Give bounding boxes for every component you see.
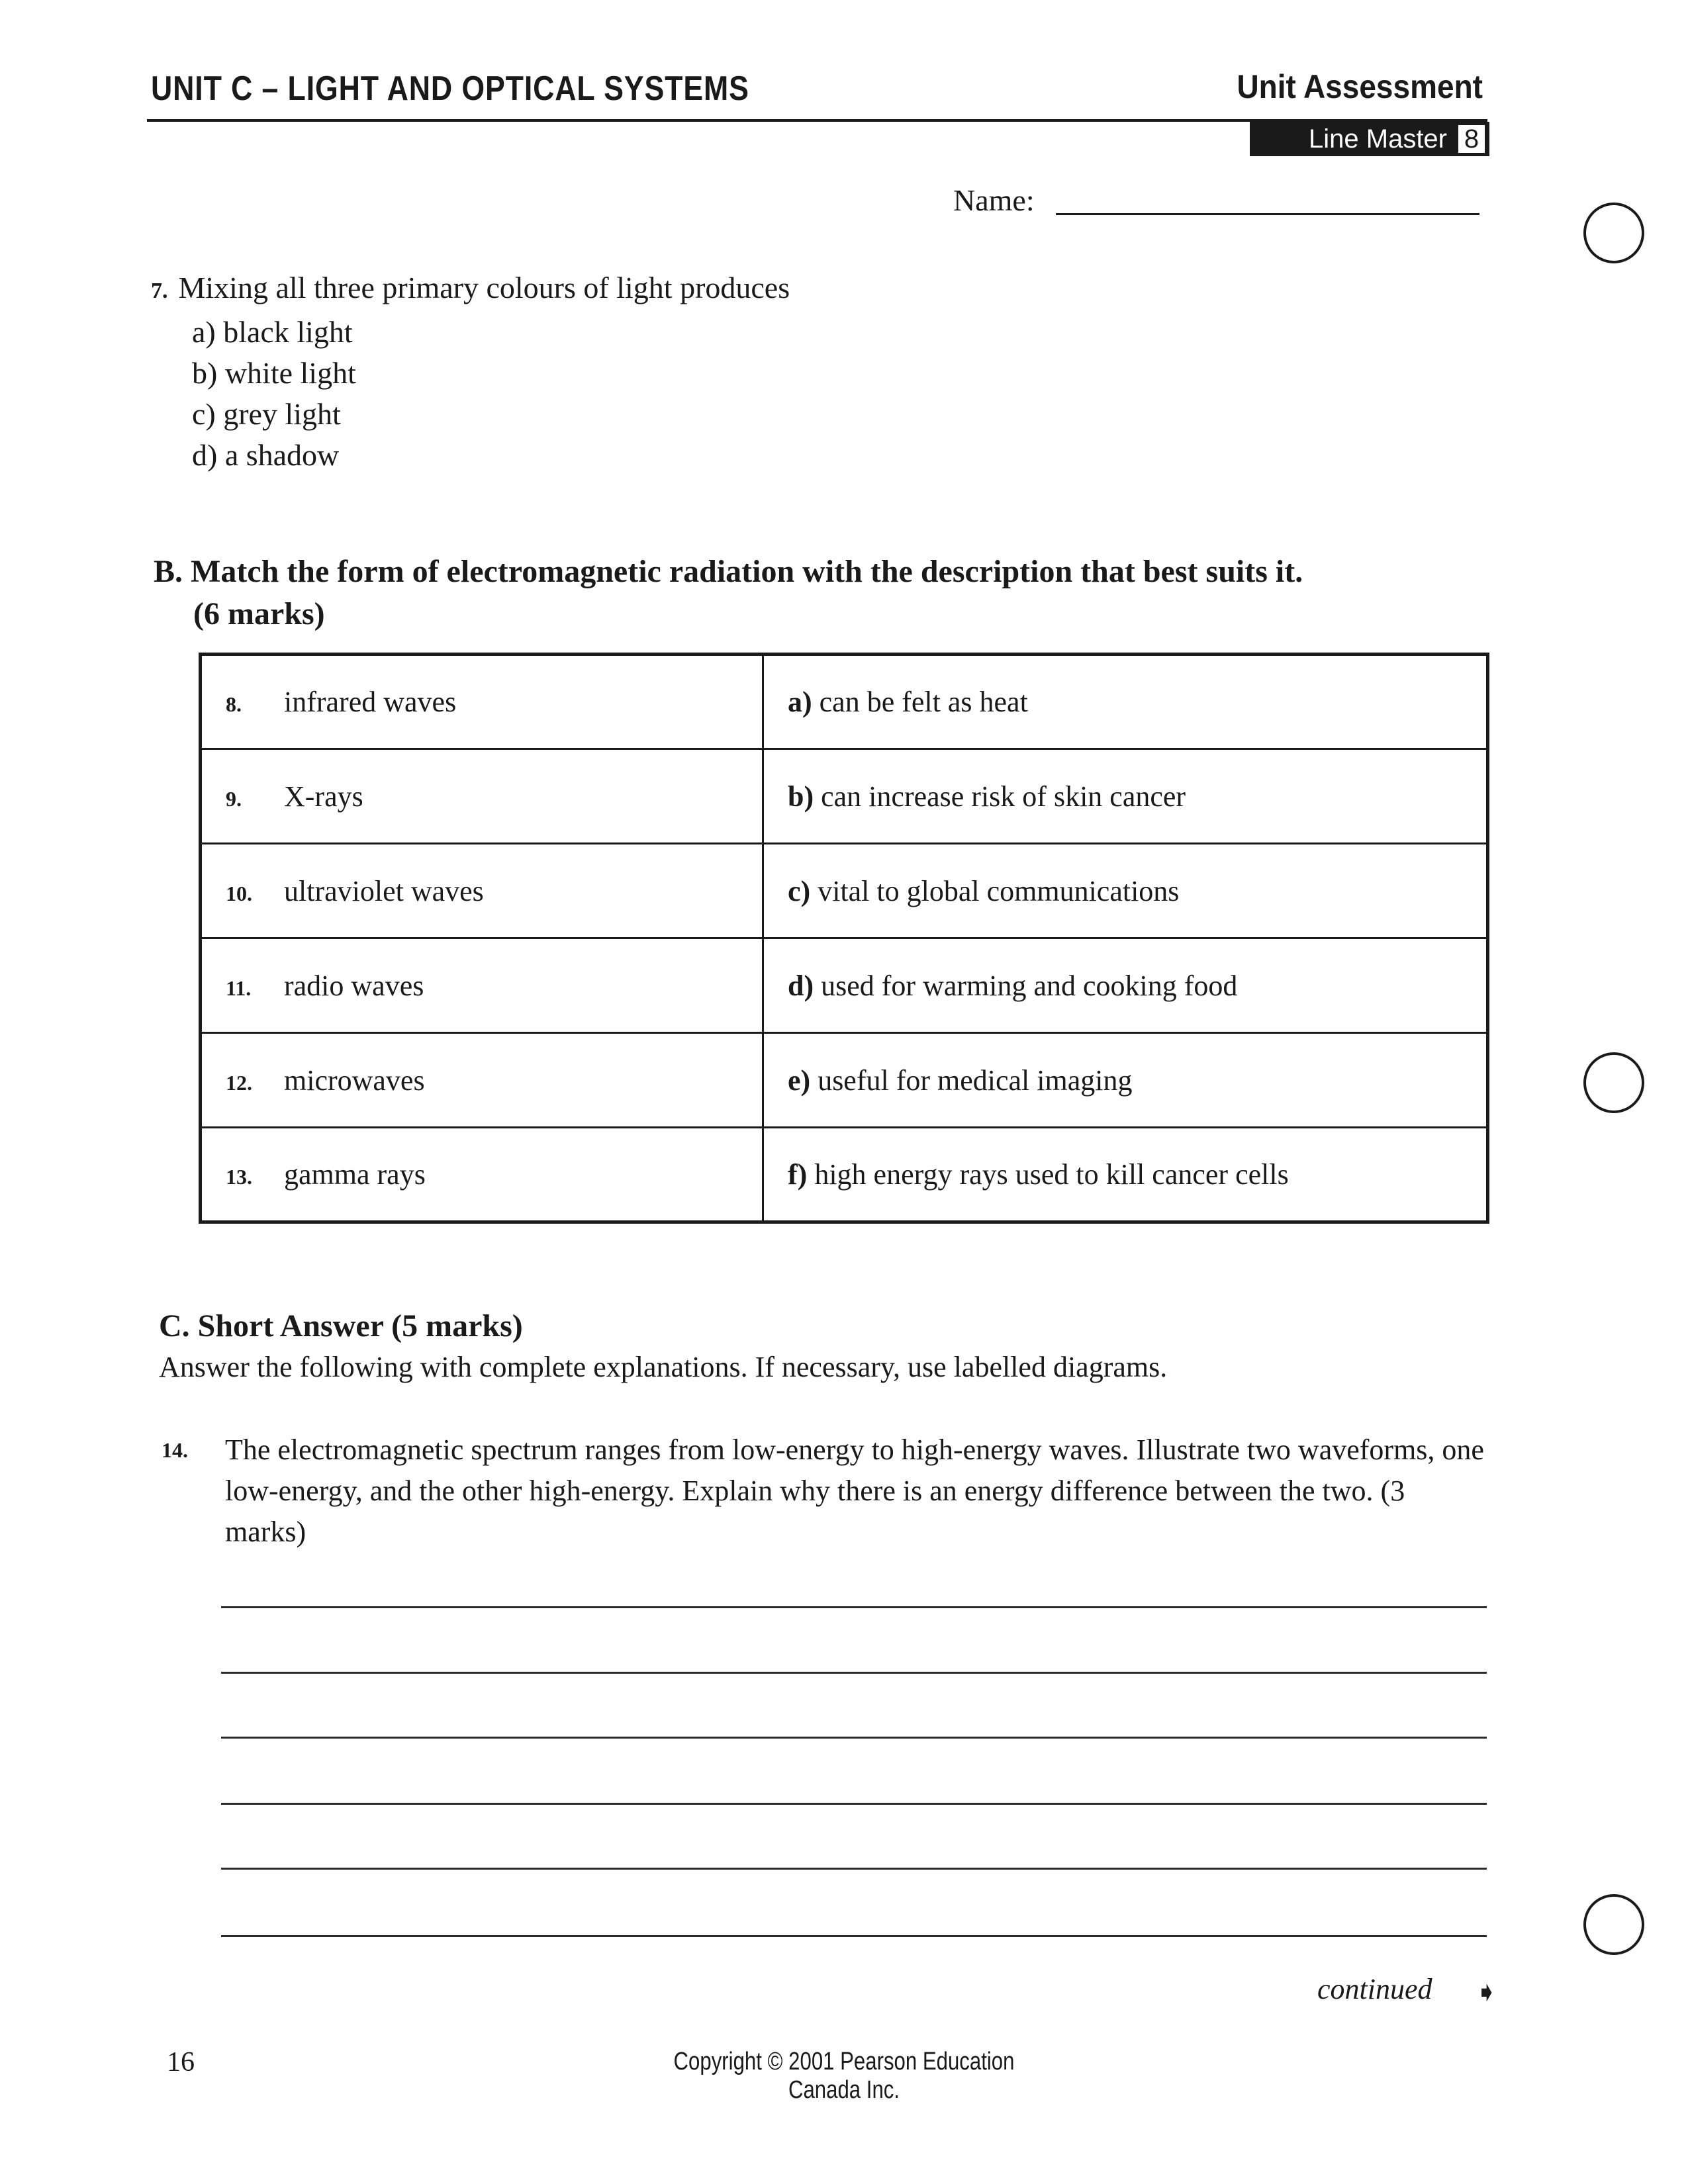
term-cell: [201, 844, 763, 938]
term-cell: [201, 655, 763, 749]
description-cell: [763, 1033, 1488, 1128]
description-letter: d): [788, 969, 814, 1002]
term-text: infrared waves: [284, 686, 457, 718]
table-row: [201, 1128, 1488, 1222]
item-number: 9.: [226, 786, 242, 811]
section-c-heading: C. Short Answer (5 marks): [159, 1308, 523, 1343]
item-number: 10.: [226, 881, 252, 905]
item-number: 13.: [226, 1165, 252, 1189]
page-number: 16: [167, 2047, 195, 2077]
answer-line[interactable]: [221, 1868, 1487, 1870]
item-number: 8.: [226, 692, 242, 716]
assessment-title: Unit Assessment: [1237, 68, 1483, 105]
term-cell: [201, 1128, 763, 1222]
section-b-marks: (6 marks): [193, 596, 325, 631]
description-text: can increase risk of skin cancer: [821, 780, 1186, 813]
item-number: 11.: [226, 976, 252, 1000]
question-14: [162, 1430, 1492, 1553]
option-c: c) grey light: [192, 397, 341, 431]
description-letter: b): [788, 780, 814, 813]
section-b-line1: B. Match the form of electromagnetic radiation with the description that best suits it.: [154, 554, 1303, 589]
description-text: used for warming and cooking food: [821, 969, 1238, 1002]
line-master-number: 8: [1456, 123, 1487, 155]
name-label: Name:: [953, 183, 1035, 217]
description-cell: [763, 938, 1488, 1033]
table-row: [201, 655, 1488, 749]
arrow-right-icon: ➧: [1475, 1978, 1499, 2008]
unit-title: UNIT C – LIGHT AND OPTICAL SYSTEMS: [151, 69, 749, 108]
answer-line[interactable]: [221, 1935, 1487, 1937]
description-text: useful for medical imaging: [818, 1064, 1133, 1097]
answer-line[interactable]: [221, 1737, 1487, 1739]
term-cell: [201, 1033, 763, 1128]
line-master-label: Line Master: [1309, 124, 1447, 154]
question-number: 14.: [162, 1438, 188, 1462]
term-cell: [201, 749, 763, 844]
description-letter: c): [788, 874, 811, 907]
description-letter: f): [788, 1158, 808, 1191]
description-text: can be felt as heat: [819, 686, 1028, 718]
answer-line[interactable]: [221, 1672, 1487, 1674]
name-field[interactable]: [1056, 213, 1479, 215]
table-row: [201, 844, 1488, 938]
option-a: a) black light: [192, 315, 353, 349]
question-number: 7.: [151, 279, 168, 303]
term-text: microwaves: [284, 1064, 425, 1097]
line-master-badge: [1250, 122, 1489, 156]
description-cell: [763, 749, 1488, 844]
binder-hole-icon: [1583, 1894, 1644, 1955]
question-text: The electromagnetic spectrum ranges from low-energy to high-energy waves. Illustrate two waveforms, one low-energy, and the other high-energy. Explain why there is an energy difference between the two. (3 marks): [225, 1433, 1484, 1548]
answer-line[interactable]: [221, 1606, 1487, 1608]
table-row: [201, 749, 1488, 844]
option-d: d) a shadow: [192, 438, 340, 472]
answer-line[interactable]: [221, 1803, 1487, 1805]
option-b: b) white light: [192, 356, 356, 390]
term-text: X-rays: [284, 780, 363, 813]
description-cell: [763, 844, 1488, 938]
table-row: [201, 1033, 1488, 1128]
term-text: ultraviolet waves: [284, 874, 484, 907]
copyright: Copyright © 2001 Pearson Education Canada Inc.: [673, 2048, 1015, 2104]
description-text: vital to global communications: [818, 874, 1180, 907]
binder-hole-icon: [1583, 1052, 1644, 1113]
description-text: high energy rays used to kill cancer cells: [814, 1158, 1289, 1191]
question-text: Mixing all three primary colours of light produces: [178, 271, 790, 304]
term-cell: [201, 938, 763, 1033]
matching-table: [199, 653, 1489, 1224]
term-text: gamma rays: [284, 1158, 426, 1191]
description-cell: [763, 1128, 1488, 1222]
table-row: [201, 938, 1488, 1033]
term-text: radio waves: [284, 969, 424, 1002]
description-letter: a): [788, 686, 812, 718]
description-letter: e): [788, 1064, 811, 1097]
section-b-heading: [154, 551, 1303, 635]
description-cell: [763, 655, 1488, 749]
item-number: 12.: [226, 1070, 252, 1095]
continued-label: continued: [1317, 1973, 1432, 2005]
section-c-instructions: Answer the following with complete explanations. If necessary, use labelled diagrams.: [159, 1351, 1168, 1383]
question-7: [151, 267, 790, 476]
binder-hole-icon: [1583, 203, 1644, 263]
